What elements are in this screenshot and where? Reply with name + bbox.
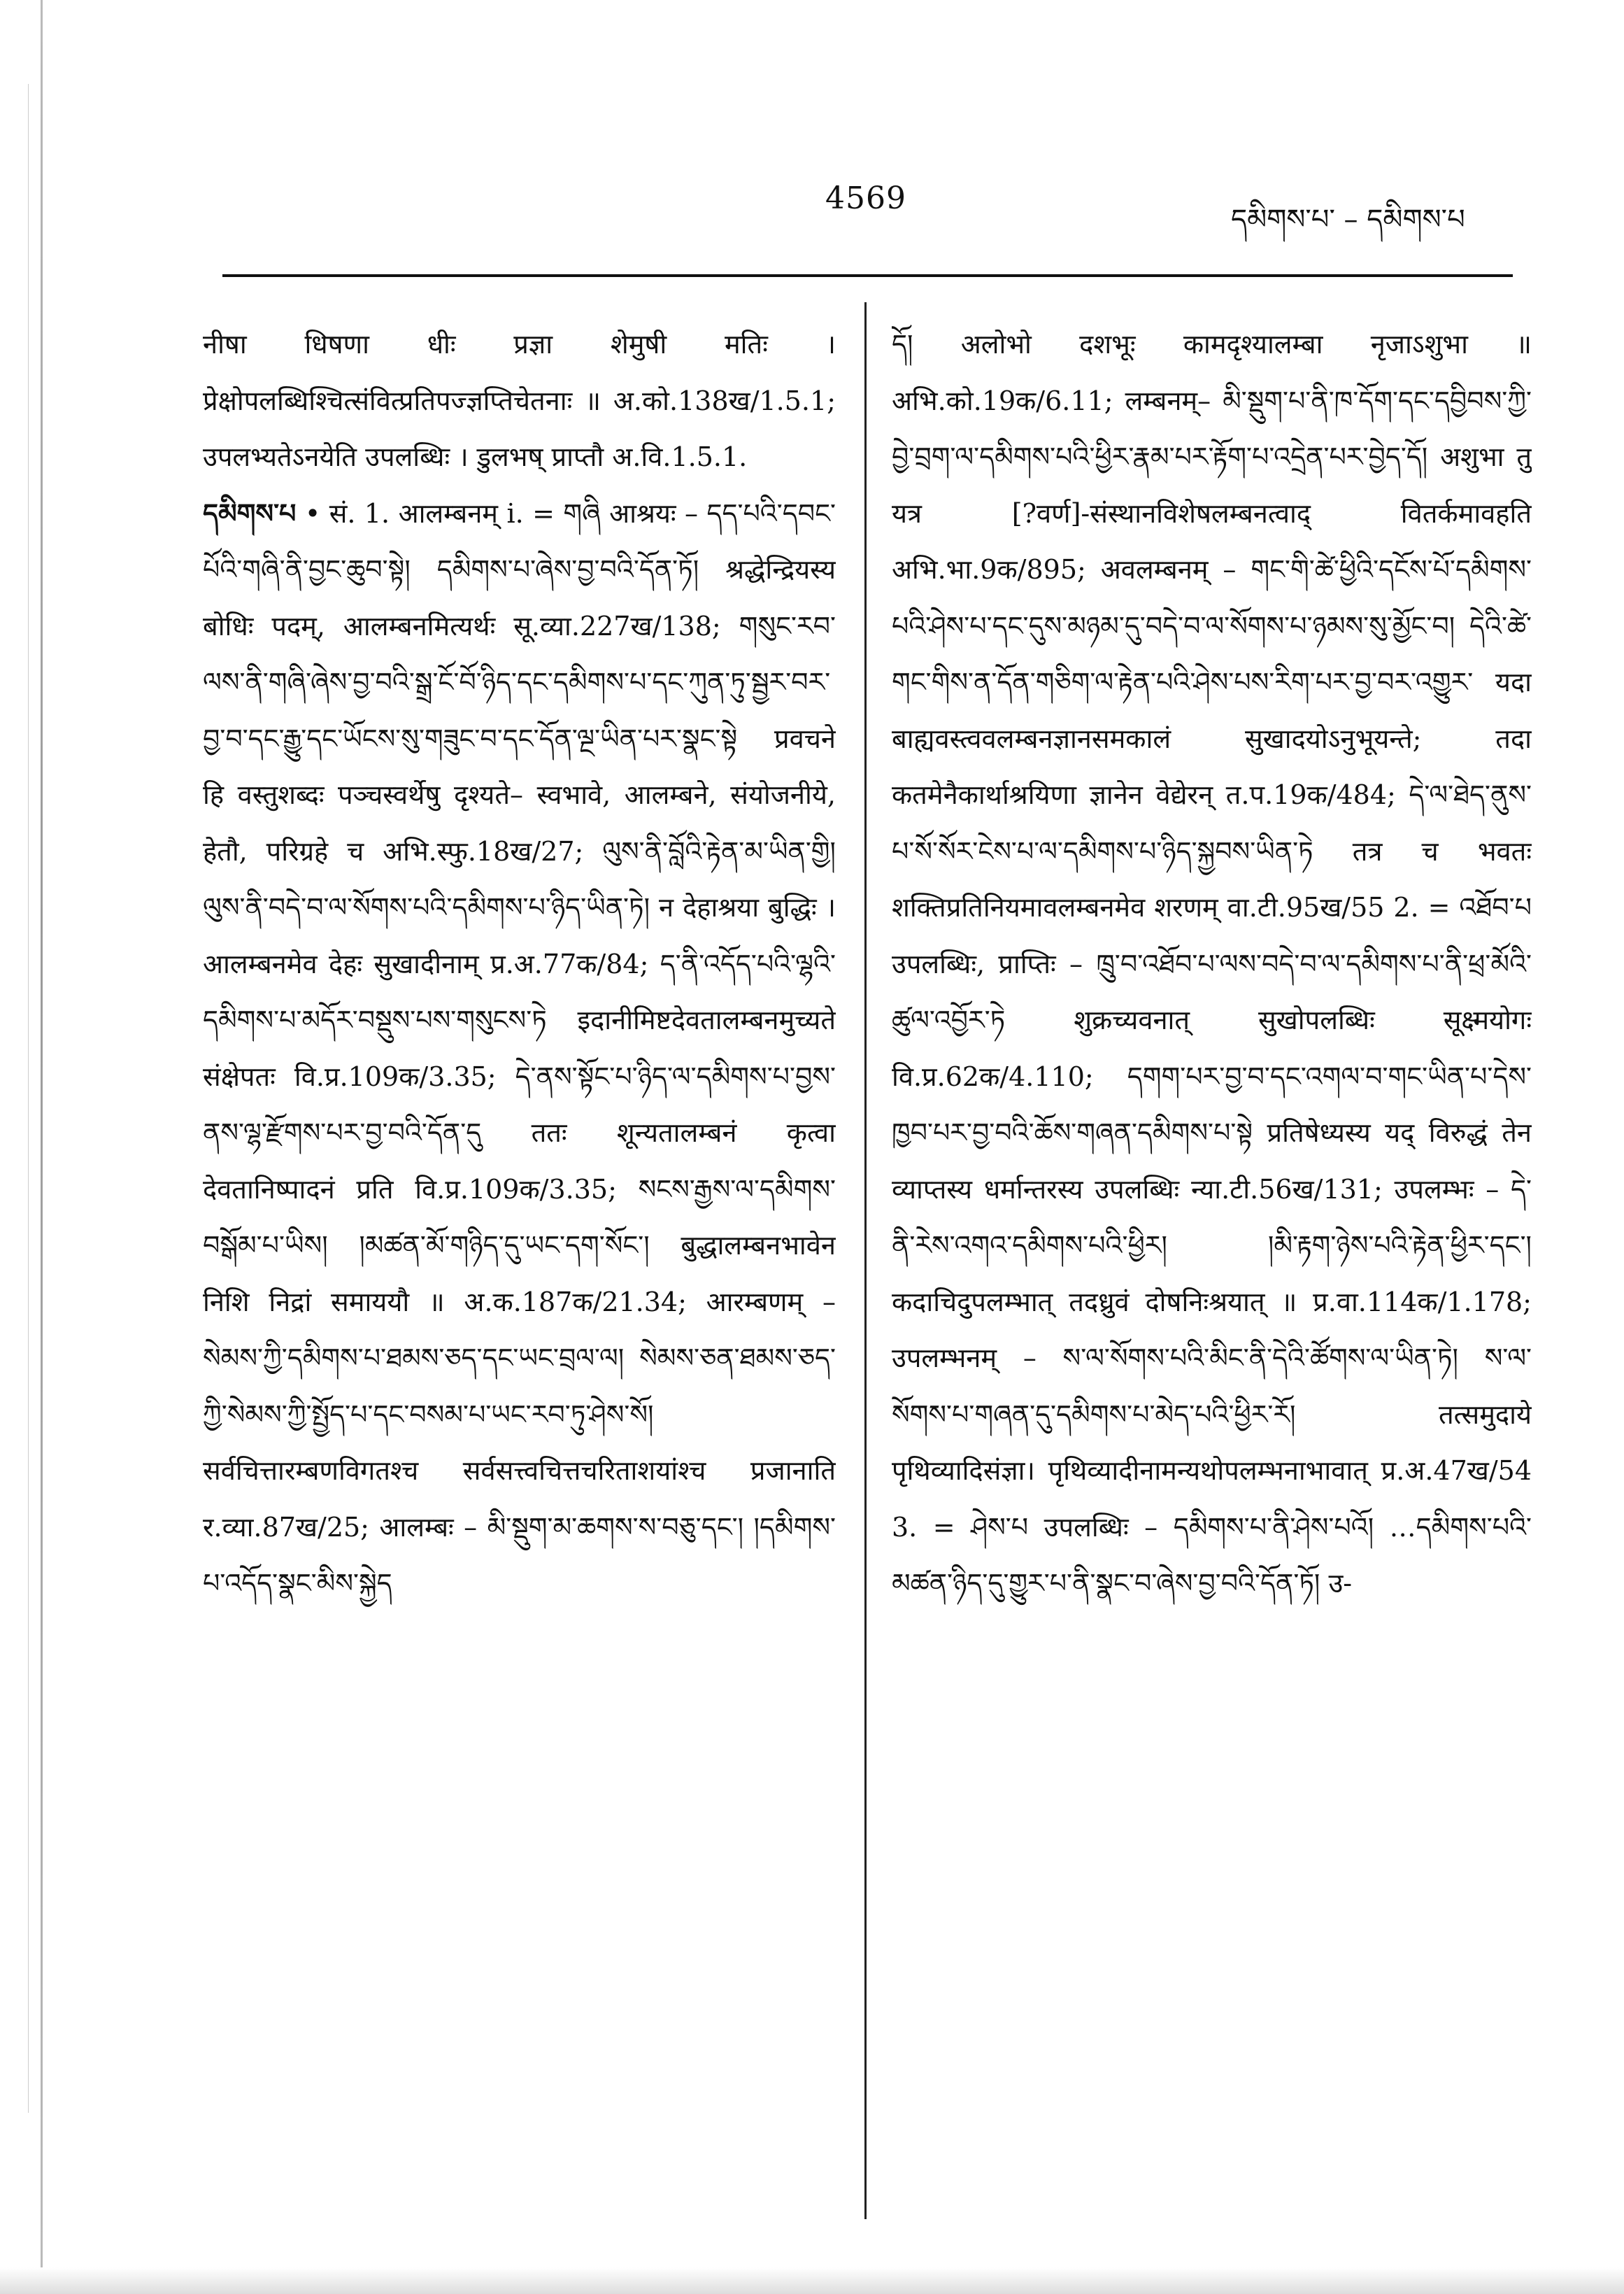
left-column-paragraph-1: [203, 316, 836, 486]
page-number: 4569: [825, 180, 906, 216]
right-column: [892, 316, 1532, 2219]
left-column-entry: [203, 486, 836, 1612]
page-bottom-edge: [0, 2267, 1624, 2294]
running-head: དམིགས་པ་ – དམིགས་པ: [1231, 204, 1465, 236]
right-column-text: དོ། अलोभो दशभूः कामदृश्यालम्बा नृजाऽशुभा ॥ अभि.को.19क/6.11; लम्बनम्– མི་སྡུག་པ་ནི་ཁ་དོག་དང་དབྱིབས་ཀྱི་བྱེ་བྲག་ལ་དམིགས་པའི་ཕྱིར་རྣམ་པར་རྟོག་པ་འདྲེན་པར་བྱེད་དོ། अशुभा तु यत्र [?वर्ण]-संस्थानविशेषलम्बनत्वाद् वितर्कमावहति अभि.भा.9क/895; अवलम्बनम् – གང་གི་ཚེ་ཕྱིའི་དངོས་པོ་དམིགས་པའི་ཤེས་པ་དང་དུས་མཉམ་དུ་བདེ་བ་ལ་སོགས་པ་ཉམས་སུ་མྱོང་བ། དེའི་ཚེ་གང་གིས་ན་དོན་གཅིག་ལ་རྟེན་པའི་ཤེས་པས་རིག་པར་བྱ་བར་འགྱུར་ यदा बाह्यवस्त्ववलम्बनज्ञानसमकालं सुखादयोऽनुभूयन्ते; तदा कतमेनैकार्थाश्रयिणा ज्ञानेन वेद्येरन् त.प.19क/484; དེ་ལ་ཐེད་ནུས་པ་སོ་སོར་ངེས་པ་ལ་དམིགས་པ་ཉིད་སྐྱབས་ཡིན་ཏེ तत्र च भवतः शक्तिप्रतिनियमावलम्बनमेव शरणम् वा.टी.95ख/55 2. = འཐོབ་པ उपलब्धिः, प्राप्तिः – ཁྲུ་བ་འཐོབ་པ་ལས་བདེ་བ་ལ་དམིགས་པ་ནི་ཕྲ་མོའི་ཚུལ་འབྱོར་ཏེ शुक्रच्यवनात् सुखोपलब्धिः सूक्ष्मयोगः वि.प्र.62क/4.110; དགག་པར་བྱ་བ་དང་འགལ་བ་གང་ཡིན་པ་དེས་ཁྱབ་པར་བྱ་བའི་ཆོས་གཞན་དམིགས་པ་སྟེ प्रतिषेध्यस्य यद् विरुद्धं तेन व्याप्तस्य धर्मान्तरस्य उपलब्धिः न्या.टी.56ख/131; उपलम्भः – དེ་ནི་རེས་འགའ་དམིགས་པའི་ཕྱིར། །མི་རྟག་ཉེས་པའི་རྟེན་ཕྱིར་དང་། कदाचिदुपलम्भात् तदध्रुवं दोषनिःश्रयात् ॥ प्र.वा.114क/1.178; उपलम्भनम् – ས་ལ་སོགས་པའི་མིང་ནི་དེའི་ཚོགས་ལ་ཡིན་ཏེ། ས་ལ་སོགས་པ་གཞན་དུ་དམིགས་པ་མེད་པའི་ཕྱིར་རོ། तत्समुदाये पृथिव्यादिसंज्ञा। पृथिव्यादीनामन्यथोपलम्भनाभावात् प्र.अ.47ख/54 3. = ཤེས་པ उपलब्धिः – དམིགས་པ་ནི་ཤེས་པའོ། …དམིགས་པའི་མཚན་ཉིད་དུ་གྱུར་པ་ནི་སྣང་བ་ཞེས་བྱ་བའི་དོན་ཏོ། उ-: [892, 329, 1532, 1599]
binding-shadow: [28, 84, 29, 2113]
left-column-text-1: नीषा धिषणा धीः प्रज्ञा शेमुषी मतिः । प्रेक्षोपलब्धिश्चित्संवित्प्रतिपज्ज्ञप्तिचेतनाः ॥ अ.को.138ख/1.5.1; उपलभ्यतेऽनयेति उपलब्धिः । डुलभष् प्राप्तौ अ.वि.1.5.1.: [203, 329, 836, 472]
left-column: [203, 316, 836, 2219]
right-column-paragraph: [892, 316, 1532, 1612]
header-rule: [222, 274, 1513, 277]
column-divider: [864, 302, 867, 2219]
entry-headword: དམིགས་པ: [203, 497, 297, 529]
binding-edge: [41, 0, 43, 2294]
entry-body: • सं. 1. आलम्बनम् i. = གཞི आश्रयः – དད་པའི་དབང་པོའི་གཞི་ནི་བྱང་ཆུབ་སྟེ། དམིགས་པ་ཞེས་བྱ་བའི་དོན་ཏོ། श्रद्धेन्द्रियस्य बोधिः पदम्, आलम्बनमित्यर्थः सू.व्या.227ख/138; གསུང་རབ་ལས་ནི་གཞི་ཞེས་བྱ་བའི་སྒྲ་ངོ་བོ་ཉིད་དང་དམིགས་པ་དང་ཀུན་ཏུ་སྦྱར་བར་བྱ་བ་དང་རྒྱུ་དང་ཡོངས་སུ་གཟུང་བ་དང་དོན་ལྔ་ཡིན་པར་སྣང་སྟེ प्रवचने हि वस्तुशब्दः पञ्चस्वर्थेषु दृश्यते– स्वभावे, आलम्बने, संयोजनीये, हेतौ, परिग्रहे च अभि.स्फु.18ख/27; ལུས་ནི་བློའི་རྟེན་མ་ཡིན་གྱི། ལུས་ནི་བདེ་བ་ལ་སོགས་པའི་དམིགས་པ་ཉིད་ཡིན་ཏེ། न देहाश्रया बुद्धिः । आलम्बनमेव देहः सुखादीनाम् प्र.अ.77क/84; ད་ནི་འདོད་པའི་ལྷའི་དམིགས་པ་མདོར་བསྡུས་པས་གསུངས་ཏེ इदानीमिष्टदेवतालम्बनमुच्यते संक्षेपतः वि.प्र.109क/3.35; དེ་ནས་སྟོང་པ་ཉིད་ལ་དམིགས་པ་བྱས་ནས་ལྷ་རྫོགས་པར་བྱ་བའི་དོན་དུ ततः शून्यतालम्बनं कृत्वा देवतानिष्पादनं प्रति वि.प्र.109क/3.35; སངས་རྒྱས་ལ་དམིགས་བསྒོམ་པ་ཡིས། །མཚན་མོ་གཉིད་དུ་ཡང་དག་སོང་། बुद्धालम्बनभावेन निशि निद्रां समाययौ ॥ अ.क.187क/21.34; आरम्बणम् – སེམས་ཀྱི་དམིགས་པ་ཐམས་ཅད་དང་ཡང་བྲལ་ལ། སེམས་ཅན་ཐམས་ཅད་ཀྱི་སེམས་ཀྱི་སྤྱོད་པ་དང་བསམ་པ་ཡང་རབ་ཏུ་ཤེས་སོ། सर्वचित्तारम्बणविगतश्च सर्वसत्त्वचित्तचरिताशयांश्च प्रजानाति र.व्या.87ख/25; आलम्बः – མི་སྡུག་མ་ཆགས་ས་བཅུ་དང་། །དམིགས་པ་འདོད་སྣང་མིས་སྐྱེད: [203, 497, 836, 1599]
